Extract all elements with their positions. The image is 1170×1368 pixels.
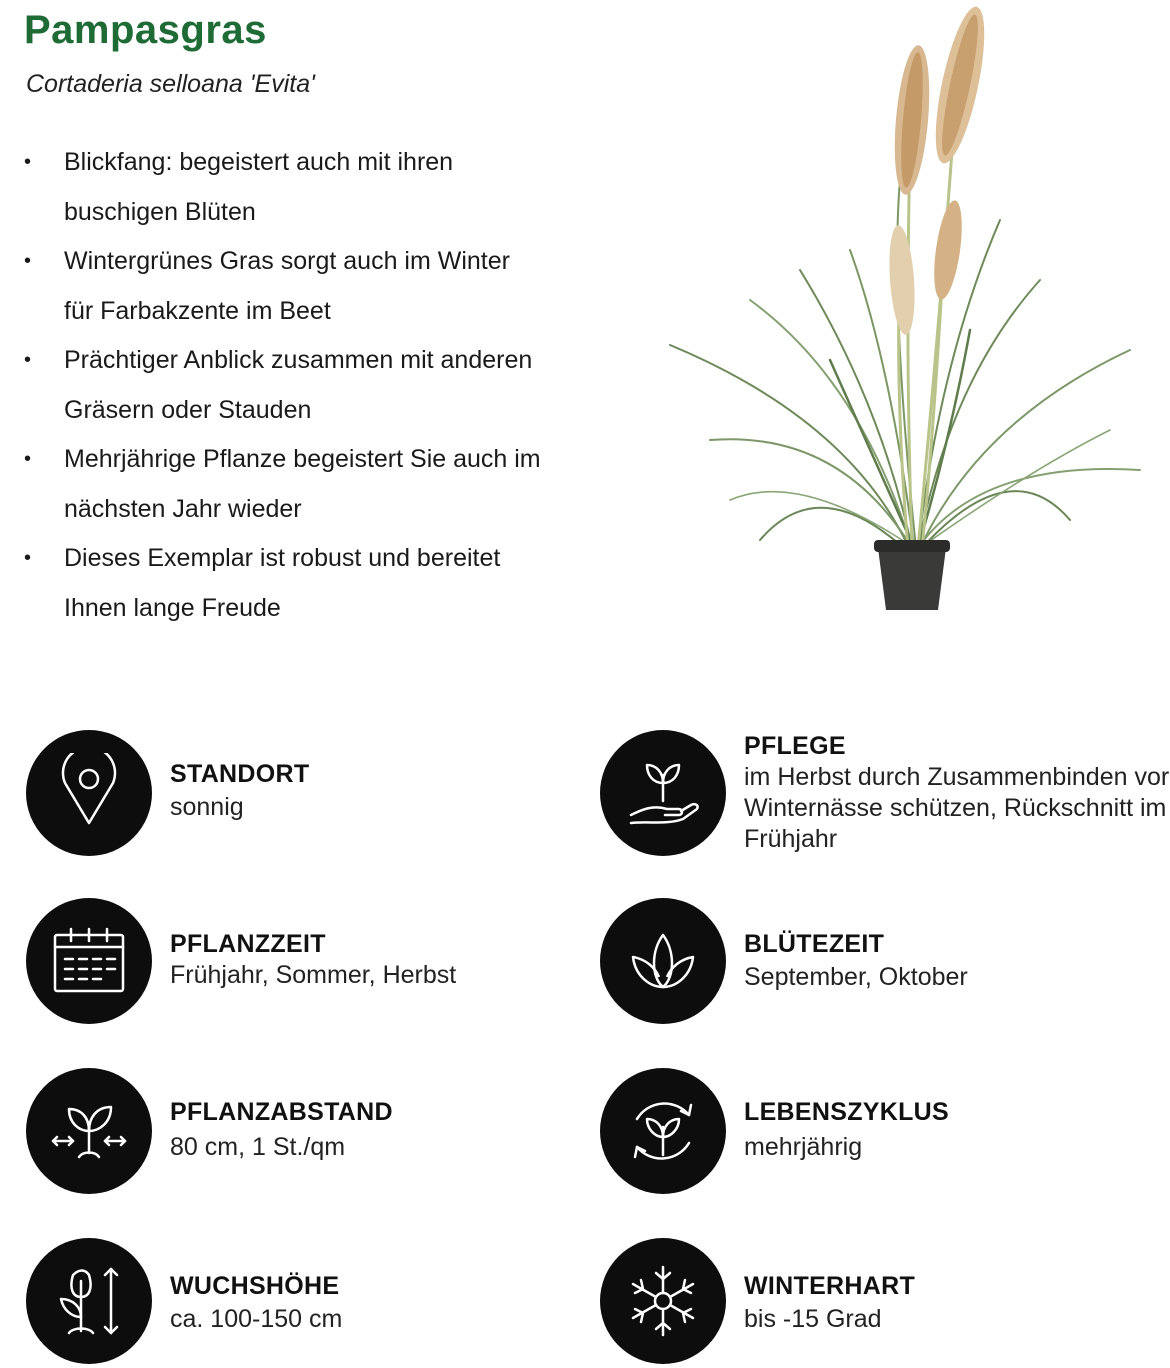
bullet-text-line2: Ihnen lange Freude [64,593,281,622]
lifecycle-icon [600,1068,726,1194]
bullet-text-line1: Dieses Exemplar ist robust und bereitet [64,544,501,572]
feature-bluetezeit [600,898,1160,1028]
feature-label: STANDORT [170,760,310,788]
feature-label: PFLANZZEIT [170,930,326,958]
feature-value: 80 cm, 1 St./qm [170,1133,346,1161]
feature-bullet-list [24,138,604,633]
bullet-text-line1: Prächtiger Anblick zusammen mit anderen [64,346,533,374]
feature-label: PFLANZABSTAND [170,1098,393,1126]
bullet-text-line1: Blickfang: begeistert auch mit ihren [64,148,454,176]
feature-value: im Herbst durch Zusammenbinden vor Winternässe schützen, Rückschnitt im Frühjahr [744,763,1170,853]
seedling-hand-icon [600,730,726,856]
lotus-flower-icon [600,898,726,1024]
bullet-item [24,534,604,633]
product-title: Pampasgras [24,8,267,52]
snowflake-icon [600,1238,726,1364]
feature-lebenszyklus [600,1068,1160,1198]
feature-winterhart [600,1238,1160,1368]
feature-label: WUCHSHÖHE [170,1272,340,1300]
bullet-text-line2: Gräsern oder Stauden [64,395,312,424]
bullet-item [24,435,604,534]
feature-value: bis -15 Grad [744,1305,882,1333]
feature-value: Frühjahr, Sommer, Herbst [170,961,457,989]
growth-height-icon [26,1238,152,1364]
feature-label: WINTERHART [744,1272,916,1300]
feature-pflanzzeit [26,898,586,1028]
plant-spacing-icon [26,1068,152,1194]
calendar-icon [26,898,152,1024]
bullet-dot: • [24,349,32,371]
feature-pflege [600,730,1170,860]
bullet-dot: • [24,448,32,470]
botanical-name: Cortaderia selloana 'Evita' [26,70,315,98]
location-pin-icon [26,730,152,856]
feature-label: PFLEGE [744,732,846,760]
feature-label: LEBENSZYKLUS [744,1098,950,1126]
feature-value: September, Oktober [744,963,968,991]
bullet-dot: • [24,547,32,569]
bullet-item [24,237,604,336]
bullet-text-line2: buschigen Blüten [64,197,256,226]
bullet-item [24,336,604,435]
pampas-grass-plant-image [650,0,1150,620]
bullet-text-line2: für Farbakzente im Beet [64,296,331,325]
bullet-text-line1: Mehrjährige Pflanze begeistert Sie auch im [64,445,541,473]
feature-wuchshoehe [26,1238,586,1368]
feature-standort [26,730,586,860]
bullet-dot: • [24,250,32,272]
feature-value: mehrjährig [744,1133,863,1161]
feature-value: sonnig [170,793,244,821]
feature-value: ca. 100-150 cm [170,1305,343,1333]
bullet-text-line1: Wintergrünes Gras sorgt auch im Winter [64,247,510,275]
feature-label: BLÜTEZEIT [744,930,885,958]
bullet-text-line2: nächsten Jahr wieder [64,494,302,523]
bullet-item [24,138,604,237]
bullet-dot: • [24,151,32,173]
feature-pflanzabstand [26,1068,586,1198]
